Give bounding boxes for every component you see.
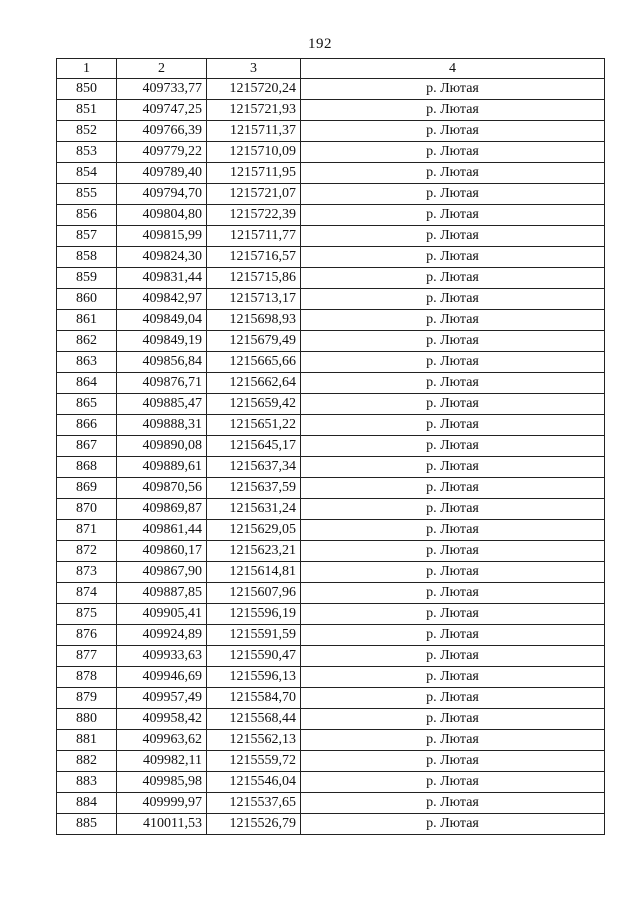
cell-point-number: 860 bbox=[57, 289, 117, 310]
cell-point-number: 865 bbox=[57, 394, 117, 415]
cell-point-number: 870 bbox=[57, 499, 117, 520]
cell-coord-x: 409789,40 bbox=[117, 163, 207, 184]
cell-description: р. Лютая bbox=[301, 121, 605, 142]
cell-coord-x: 409842,97 bbox=[117, 289, 207, 310]
cell-coord-x: 409861,44 bbox=[117, 520, 207, 541]
table-header bbox=[57, 59, 605, 79]
table-row bbox=[57, 499, 605, 520]
table-row bbox=[57, 478, 605, 499]
cell-description: р. Лютая bbox=[301, 562, 605, 583]
cell-coord-x: 409885,47 bbox=[117, 394, 207, 415]
cell-coord-x: 409831,44 bbox=[117, 268, 207, 289]
cell-point-number: 856 bbox=[57, 205, 117, 226]
cell-point-number: 864 bbox=[57, 373, 117, 394]
cell-coord-x: 409815,99 bbox=[117, 226, 207, 247]
cell-point-number: 881 bbox=[57, 730, 117, 751]
cell-coord-y: 1215596,13 bbox=[207, 667, 301, 688]
cell-description: р. Лютая bbox=[301, 709, 605, 730]
cell-point-number: 851 bbox=[57, 100, 117, 121]
header-col-description: 4 bbox=[301, 59, 605, 79]
cell-point-number: 866 bbox=[57, 415, 117, 436]
table-row bbox=[57, 415, 605, 436]
cell-description: р. Лютая bbox=[301, 814, 605, 835]
cell-coord-y: 1215698,93 bbox=[207, 310, 301, 331]
table-row bbox=[57, 268, 605, 289]
cell-coord-y: 1215721,93 bbox=[207, 100, 301, 121]
header-col-x: 2 bbox=[117, 59, 207, 79]
cell-coord-y: 1215590,47 bbox=[207, 646, 301, 667]
cell-point-number: 878 bbox=[57, 667, 117, 688]
cell-point-number: 867 bbox=[57, 436, 117, 457]
table-row bbox=[57, 814, 605, 835]
cell-coord-x: 409933,63 bbox=[117, 646, 207, 667]
cell-coord-x: 409747,25 bbox=[117, 100, 207, 121]
header-col-y: 3 bbox=[207, 59, 301, 79]
cell-description: р. Лютая bbox=[301, 751, 605, 772]
cell-description: р. Лютая bbox=[301, 310, 605, 331]
cell-description: р. Лютая bbox=[301, 520, 605, 541]
table-body bbox=[57, 79, 605, 835]
cell-description: р. Лютая bbox=[301, 142, 605, 163]
cell-coord-y: 1215720,24 bbox=[207, 79, 301, 100]
cell-coord-y: 1215629,05 bbox=[207, 520, 301, 541]
cell-description: р. Лютая bbox=[301, 478, 605, 499]
cell-coord-y: 1215651,22 bbox=[207, 415, 301, 436]
cell-coord-x: 409888,31 bbox=[117, 415, 207, 436]
cell-description: р. Лютая bbox=[301, 163, 605, 184]
cell-point-number: 853 bbox=[57, 142, 117, 163]
cell-description: р. Лютая bbox=[301, 499, 605, 520]
cell-coord-x: 409870,56 bbox=[117, 478, 207, 499]
cell-coord-y: 1215607,96 bbox=[207, 583, 301, 604]
cell-point-number: 869 bbox=[57, 478, 117, 499]
cell-coord-y: 1215559,72 bbox=[207, 751, 301, 772]
cell-coord-y: 1215665,66 bbox=[207, 352, 301, 373]
cell-point-number: 876 bbox=[57, 625, 117, 646]
cell-point-number: 857 bbox=[57, 226, 117, 247]
cell-point-number: 883 bbox=[57, 772, 117, 793]
cell-point-number: 852 bbox=[57, 121, 117, 142]
cell-point-number: 862 bbox=[57, 331, 117, 352]
table-row bbox=[57, 142, 605, 163]
cell-coord-y: 1215596,19 bbox=[207, 604, 301, 625]
table-row bbox=[57, 583, 605, 604]
cell-coord-y: 1215711,95 bbox=[207, 163, 301, 184]
cell-description: р. Лютая bbox=[301, 205, 605, 226]
page-number: 192 bbox=[308, 36, 332, 52]
table-row bbox=[57, 79, 605, 100]
table-row bbox=[57, 667, 605, 688]
table-row bbox=[57, 310, 605, 331]
cell-coord-x: 409946,69 bbox=[117, 667, 207, 688]
cell-description: р. Лютая bbox=[301, 541, 605, 562]
table-row bbox=[57, 562, 605, 583]
cell-description: р. Лютая bbox=[301, 100, 605, 121]
cell-coord-x: 409824,30 bbox=[117, 247, 207, 268]
table-row bbox=[57, 184, 605, 205]
cell-coord-y: 1215631,24 bbox=[207, 499, 301, 520]
cell-point-number: 868 bbox=[57, 457, 117, 478]
cell-coord-y: 1215662,64 bbox=[207, 373, 301, 394]
table-row bbox=[57, 394, 605, 415]
cell-coord-x: 409779,22 bbox=[117, 142, 207, 163]
cell-description: р. Лютая bbox=[301, 247, 605, 268]
cell-description: р. Лютая bbox=[301, 583, 605, 604]
cell-coord-y: 1215637,34 bbox=[207, 457, 301, 478]
table-row bbox=[57, 436, 605, 457]
cell-point-number: 850 bbox=[57, 79, 117, 100]
cell-description: р. Лютая bbox=[301, 184, 605, 205]
table-row bbox=[57, 352, 605, 373]
cell-coord-x: 409890,08 bbox=[117, 436, 207, 457]
cell-coord-y: 1215562,13 bbox=[207, 730, 301, 751]
cell-coord-x: 409804,80 bbox=[117, 205, 207, 226]
cell-description: р. Лютая bbox=[301, 646, 605, 667]
cell-coord-x: 409766,39 bbox=[117, 121, 207, 142]
cell-coord-x: 409958,42 bbox=[117, 709, 207, 730]
cell-point-number: 858 bbox=[57, 247, 117, 268]
cell-coord-y: 1215721,07 bbox=[207, 184, 301, 205]
table-row bbox=[57, 247, 605, 268]
cell-description: р. Лютая bbox=[301, 394, 605, 415]
cell-coord-x: 409999,97 bbox=[117, 793, 207, 814]
cell-point-number: 882 bbox=[57, 751, 117, 772]
cell-description: р. Лютая bbox=[301, 625, 605, 646]
table-row bbox=[57, 793, 605, 814]
cell-coord-y: 1215526,79 bbox=[207, 814, 301, 835]
cell-description: р. Лютая bbox=[301, 373, 605, 394]
cell-coord-x: 409794,70 bbox=[117, 184, 207, 205]
cell-point-number: 875 bbox=[57, 604, 117, 625]
cell-point-number: 880 bbox=[57, 709, 117, 730]
table-row bbox=[57, 331, 605, 352]
cell-point-number: 855 bbox=[57, 184, 117, 205]
cell-description: р. Лютая bbox=[301, 289, 605, 310]
table-row bbox=[57, 646, 605, 667]
cell-coord-x: 409982,11 bbox=[117, 751, 207, 772]
table-row bbox=[57, 121, 605, 142]
table-row bbox=[57, 226, 605, 247]
cell-coord-y: 1215546,04 bbox=[207, 772, 301, 793]
cell-coord-x: 409860,17 bbox=[117, 541, 207, 562]
cell-coord-x: 409985,98 bbox=[117, 772, 207, 793]
table-row bbox=[57, 688, 605, 709]
cell-point-number: 854 bbox=[57, 163, 117, 184]
header-row bbox=[57, 59, 605, 79]
cell-coord-y: 1215711,37 bbox=[207, 121, 301, 142]
cell-description: р. Лютая bbox=[301, 688, 605, 709]
table-row bbox=[57, 289, 605, 310]
cell-coord-y: 1215715,86 bbox=[207, 268, 301, 289]
cell-coord-y: 1215584,70 bbox=[207, 688, 301, 709]
cell-point-number: 874 bbox=[57, 583, 117, 604]
cell-description: р. Лютая bbox=[301, 793, 605, 814]
cell-coord-x: 410011,53 bbox=[117, 814, 207, 835]
cell-coord-y: 1215711,77 bbox=[207, 226, 301, 247]
cell-coord-x: 409867,90 bbox=[117, 562, 207, 583]
cell-point-number: 863 bbox=[57, 352, 117, 373]
cell-coord-x: 409849,04 bbox=[117, 310, 207, 331]
cell-coord-x: 409963,62 bbox=[117, 730, 207, 751]
cell-coord-y: 1215637,59 bbox=[207, 478, 301, 499]
cell-description: р. Лютая bbox=[301, 772, 605, 793]
table-row bbox=[57, 541, 605, 562]
cell-coord-y: 1215679,49 bbox=[207, 331, 301, 352]
cell-coord-y: 1215659,42 bbox=[207, 394, 301, 415]
table-row bbox=[57, 457, 605, 478]
cell-coord-y: 1215614,81 bbox=[207, 562, 301, 583]
cell-coord-y: 1215568,44 bbox=[207, 709, 301, 730]
table-row bbox=[57, 520, 605, 541]
cell-coord-x: 409887,85 bbox=[117, 583, 207, 604]
cell-point-number: 885 bbox=[57, 814, 117, 835]
cell-coord-x: 409889,61 bbox=[117, 457, 207, 478]
cell-coord-x: 409856,84 bbox=[117, 352, 207, 373]
cell-point-number: 861 bbox=[57, 310, 117, 331]
cell-coord-x: 409869,87 bbox=[117, 499, 207, 520]
cell-coord-y: 1215710,09 bbox=[207, 142, 301, 163]
cell-description: р. Лютая bbox=[301, 667, 605, 688]
table-row bbox=[57, 373, 605, 394]
cell-coord-x: 409876,71 bbox=[117, 373, 207, 394]
cell-coord-x: 409733,77 bbox=[117, 79, 207, 100]
table-row bbox=[57, 751, 605, 772]
table-row bbox=[57, 163, 605, 184]
cell-coord-y: 1215623,21 bbox=[207, 541, 301, 562]
cell-description: р. Лютая bbox=[301, 268, 605, 289]
table-row bbox=[57, 625, 605, 646]
cell-description: р. Лютая bbox=[301, 226, 605, 247]
cell-description: р. Лютая bbox=[301, 604, 605, 625]
cell-description: р. Лютая bbox=[301, 436, 605, 457]
cell-coord-y: 1215716,57 bbox=[207, 247, 301, 268]
cell-coord-y: 1215722,39 bbox=[207, 205, 301, 226]
table-row bbox=[57, 730, 605, 751]
cell-description: р. Лютая bbox=[301, 79, 605, 100]
cell-coord-y: 1215537,65 bbox=[207, 793, 301, 814]
coordinates-table bbox=[56, 58, 605, 835]
cell-coord-x: 409849,19 bbox=[117, 331, 207, 352]
cell-coord-x: 409924,89 bbox=[117, 625, 207, 646]
cell-point-number: 884 bbox=[57, 793, 117, 814]
cell-point-number: 877 bbox=[57, 646, 117, 667]
header-col-number: 1 bbox=[57, 59, 117, 79]
cell-point-number: 873 bbox=[57, 562, 117, 583]
table-row bbox=[57, 604, 605, 625]
table-row bbox=[57, 100, 605, 121]
cell-coord-x: 409957,49 bbox=[117, 688, 207, 709]
cell-description: р. Лютая bbox=[301, 457, 605, 478]
cell-point-number: 871 bbox=[57, 520, 117, 541]
table-row bbox=[57, 772, 605, 793]
cell-point-number: 872 bbox=[57, 541, 117, 562]
table-row bbox=[57, 709, 605, 730]
cell-coord-y: 1215645,17 bbox=[207, 436, 301, 457]
cell-coord-x: 409905,41 bbox=[117, 604, 207, 625]
cell-point-number: 879 bbox=[57, 688, 117, 709]
cell-description: р. Лютая bbox=[301, 730, 605, 751]
table-row bbox=[57, 205, 605, 226]
cell-coord-y: 1215591,59 bbox=[207, 625, 301, 646]
cell-point-number: 859 bbox=[57, 268, 117, 289]
cell-description: р. Лютая bbox=[301, 415, 605, 436]
cell-description: р. Лютая bbox=[301, 352, 605, 373]
cell-coord-y: 1215713,17 bbox=[207, 289, 301, 310]
cell-description: р. Лютая bbox=[301, 331, 605, 352]
